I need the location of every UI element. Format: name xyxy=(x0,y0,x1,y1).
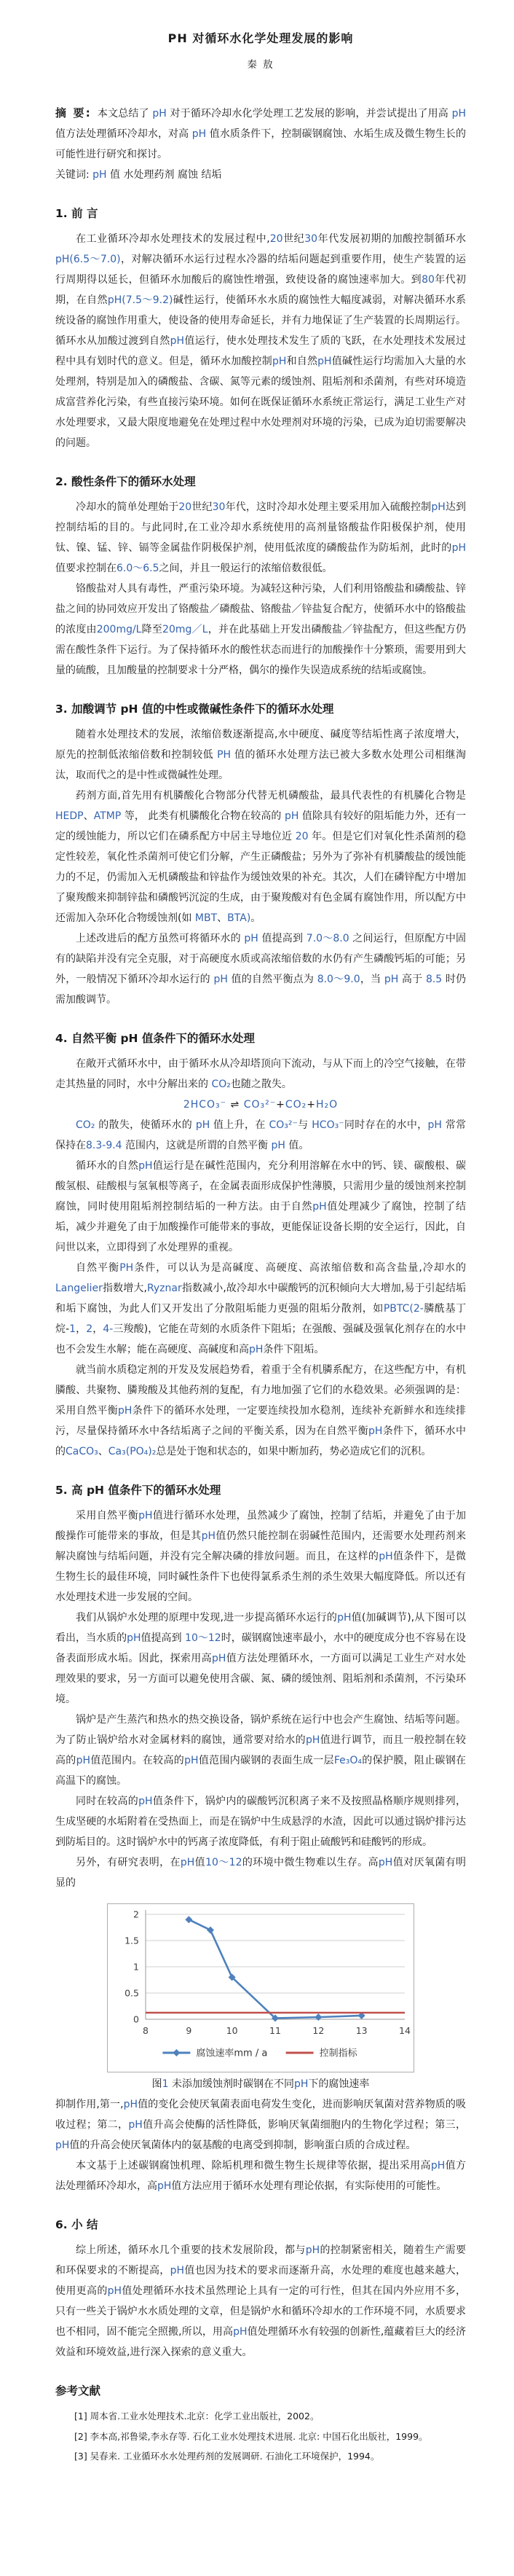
section-1-paragraph-1: 在工业循环冷却水处理技术的发展过程中,20世纪30年代发展初期的加酸控制循环水pH(6.5～7.0)，对解决循环水运行过程水冷器的结垢问题起到重要作用，使生产装置的运行周期得以延长，但循环水加酸后的腐蚀性增强，致使设备的腐蚀速率加大。到80年代初期，在自然pH(7.5～9.2)碱性运行，使循环水水质的腐蚀性大幅度减弱，对解决循环水系统设备的腐蚀作用重大，使设备的使用寿命延长，并有力地保证了生产装置的长周期运行。循环水从加酸过渡到自然pH值运行，使水处理技术发生了质的飞跃，在水处理技术发展过程中具有划时代的意义。但是，循环水加酸控制pH和自然pH值碱性运行均需加入大量的水处理剂，特别是加入的磷酸盐、含碳、氮等元素的缓蚀剂、阻垢剂和杀菌剂，有些对环境造成富营养化污染，有些直接污染环境。如何在既保证循环水系统正常运行，满足工业生产对水处理要求，又最大限度地避免在处理过程中水处理剂对环境的污染，已成为迫切需要解决的问题。 xyxy=(55,233,467,449)
section-5-paragraph-1: 采用自然平衡pH值进行循环水处理，虽然减少了腐蚀，控制了结垢，并避免了由于加酸操作可能带来的事故，但是其pH值仍然只能控制在弱碱性范围内，还需要水处理药剂来解决腐蚀与结垢问题，并没有完全解决磷的排放问题。而且，在这样的pH值条件下，是微生物生长的最佳环境，同时碱性条件下也使得氯系杀生剂的杀生效果大幅度降低。所以还有水处理技术进一步发展的空间。 xyxy=(55,1510,467,1603)
svg-text:12: 12 xyxy=(312,2025,325,2036)
references-heading: 参考文献 xyxy=(55,2384,101,2397)
abstract-label: 摘 要: xyxy=(55,106,92,120)
section-5-paragraph-2: 我们从锅炉水处理的原理中发现,进一步提高循环水运行的pH值(加碱调节),从下图可以看出，当水质的pH值提高到 10～12时，碳钢腐蚀速率最小，水中的硬度成分也不容易在设备表面形成水垢。因此，探索用高pH值方法处理循环水，一方面可以满足工业生产对水处理效果的要求，另一方面可以避免使用含碳、氮、磷的缓蚀剂、阻垢剂和杀菌剂，不污染环境。 xyxy=(55,1612,467,1705)
keywords xyxy=(55,165,466,185)
section-5-paragraph-6: 抑制作用,第一,pH值的变化会使厌氧菌表面电荷发生变化，进而影响厌氧菌对营养物质的吸收过程；第二，pH值升高会使酶的活性降低，影响厌氧菌细胞内的生物化学过程；第三，pH值的升高会使厌氧菌体内的氨基酸的电离受到抑制，影响蛋白质的合成过程。 xyxy=(55,2099,467,2151)
svg-text:14: 14 xyxy=(399,2025,411,2036)
section-4-paragraph-3: 循环水的自然pH值运行是在碱性范围内，充分利用溶解在水中的钙、镁、碳酸根、碳酸氢根、硅酸根与氢氧根等离子，在金属表面形成保护性薄膜，只需用少量的缓蚀剂来控制腐蚀，同时使用阻垢剂控制结垢的一种方法。由于自然pH值处理减少了腐蚀，控制了结垢，减少并避免了由于加酸操作可能带来的事故，更能保证设备长期的安全运行，因此，自问世以来，立即得到了水处理界的重视。 xyxy=(55,1160,467,1253)
svg-text:10: 10 xyxy=(226,2025,238,2036)
page-title: PH 对循环水化学处理发展的影响 xyxy=(167,31,354,45)
section-1-heading: 1. 前 言 xyxy=(55,207,98,220)
figure-1-caption: 图1 未添加缓蚀剂时碳钢在不同pH下的腐蚀速率 xyxy=(151,2078,370,2090)
section-4-paragraph-5: 就当前水质稳定剂的开发及发展趋势看，着重于全有机膦系配方，在这些配方中，有机膦酸、共聚物、膦羧酸及其他药剂的复配，有力地加强了它们的水稳效果。必须强调的是：采用自然平衡pH条件下的循环水处理，一定要连续投加水稳剂，连续补充新鲜水和连续排污，尽量保持循环水中各结垢离子之间的平衡关系，因为在自然平衡pH条件下，循环水中的CaCO₃、Ca₃(PO₄)₂总是处于饱和状态的，如果中断加药，势必造成它们的沉积。 xyxy=(55,1364,467,1457)
section-2-heading: 2. 酸性条件下的循环水处理 xyxy=(55,475,196,488)
svg-text:控制指标: 控制指标 xyxy=(319,2048,357,2059)
section-5-paragraph-5: 另外，有研究表明，在pH值10～12的环境中微生物难以生存。高pH值对厌氧菌有明显的 xyxy=(55,1857,467,1889)
abstract xyxy=(55,103,466,165)
references xyxy=(55,2382,466,2467)
keywords-text: pH 值 水处理药剂 腐蚀 结垢 xyxy=(92,169,222,181)
reference-item-2: [2] 李本高,祁鲁梁,李永存等. 石化工业水处理技术进展. 北京: 中国石化出版社，1999。 xyxy=(74,2430,428,2442)
author-name: 秦 敖 xyxy=(247,59,274,71)
section-5-heading: 5. 高 pH 值条件下的循环水处理 xyxy=(55,1484,221,1497)
figure-1 xyxy=(107,1903,414,2072)
chemical-equation: 2HCO₃⁻ ⇌ CO₃²⁻+CO₂+H₂O xyxy=(183,1099,339,1111)
section-3-heading: 3. 加酸调节 pH 值的中性或微碱性条件下的循环水处理 xyxy=(55,702,334,716)
section-4-paragraph-1: 在敞开式循环水中，由于循环水从冷却塔顶向下流动，与从下而上的冷空气接触，在带走其热量的同时，水中分解出来的 CO₂也随之散失。 xyxy=(55,1058,466,1090)
section-4-paragraph-2: CO₂ 的散失，使循环水的 pH 值上升，在 CO₃²⁻与 HCO₃⁻同时存在的水中，pH 常常保持在8.3-9.4 范围内，这就是所谓的自然平衡 pH 值。 xyxy=(55,1119,467,1151)
section-3-paragraph-3: 上述改进后的配方虽然可将循环水的 pH 值提高到 7.0～8.0 之间运行，但原配方中固有的缺陷并没有完全克服，对于高硬度水质或高浓缩倍数的水仍有产生磷酸钙垢的可能；另外，一般情况下循环冷却水运行的 pH 值的自然平衡点为 8.0～9.0，当 pH 高于 8.5 时仍需加酸调节。 xyxy=(55,933,467,1006)
section-5-paragraph-7: 本文基于上述碳钢腐蚀机理、除垢机理和微生物生长规律等依据，提出采用高pH值方法处理循环冷却水，高pH值方法应用于循环水处理有理论依据，有实际使用的可能性。 xyxy=(55,2160,467,2192)
section-3-paragraph-1: 随着水处理技术的发展，浓缩倍数逐渐提高,水中硬度、碱度等结垢性离子浓度增大，原先的控制低浓缩倍数和控制较低 PH 值的循环水处理方法已被大多数水处理公司相继淘汰，取而代之的是中性或微碱性处理。 xyxy=(55,729,466,781)
svg-text:11: 11 xyxy=(269,2025,281,2036)
svg-text:13: 13 xyxy=(355,2025,368,2036)
reference-item-1: [1] 周本省.工业水处理技术.北京：化学工业出版社，2002。 xyxy=(74,2411,320,2422)
svg-text:1: 1 xyxy=(133,1961,139,1973)
svg-text:0.5: 0.5 xyxy=(124,1987,139,1999)
section-5-paragraph-4: 同时在较高的pH值条件下，锅炉内的碳酸钙沉积离子来不及按照晶格顺序规则排列，生成坚硬的水垢附着在受热面上，而是在锅炉中生成悬浮的水渣，因此可以通过锅炉排污达到防垢目的。这时锅炉水中的钙离子浓度降低，有利于阻止硫酸钙和硅酸钙的形成。 xyxy=(55,1796,467,1848)
svg-text:2: 2 xyxy=(133,1908,139,1920)
svg-text:9: 9 xyxy=(186,2025,192,2036)
section-3-paragraph-2: 药剂方面,首先用有机膦酸化合物部分代替无机磷酸盐，最具代表性的有机膦化合物是HEDP、ATMP 等， 此类有机膦酸化合物在较高的 pH 值除具有较好的阻垢能力外，还有一定的缓蚀能力，所以它们在磷系配方中居主导地位近 20 年。但是它们对氧化性杀菌剂的稳定性较差，氧化性杀菌剂可使它们分解，产生正磷酸盐；另外为了弥补有机膦酸盐的缓蚀能力的不足，仍需加入无机磷酸盐和锌盐作为缓蚀效果的补充。其次，人们在磷锌配方中增加了聚羧酸来抑制锌盐和磷酸钙沉淀的生成，由于聚羧酸对有色金属有腐蚀作用，所以配方中还需加入杂环化合物缓蚀剂(如 MBT、BTA)。 xyxy=(55,790,467,924)
section-2-paragraph-2: 铬酸盐对人具有毒性，严重污染环境。为减轻这种污染，人们利用铬酸盐和磷酸盐、锌盐之间的协同效应开发出了铬酸盐／磷酸盐、铬酸盐／锌盐复合配方，使循环水中的铬酸盐的浓度由200mg/L降至20mg／L，并在此基础上开发出磷酸盐／锌盐配方，但这些配方仍需在酸性条件下运行。为了保持循环水的酸性状态而进行的加酸操作十分繁琐，需要用到大量的硫酸，且加酸量的控制要求十分严格，偶尔的操作失误造成系统的结垢或腐蚀。 xyxy=(55,583,467,676)
section-6-paragraph-1: 综上所述，循环水几个重要的技术发展阶段，都与pH的控制紧密相关，随着生产需要和环保要求的不断提高，pH值也因为技术的要求而逐渐升高，水处理的难度也越来越大，使用更高的pH值处理循环水技术虽然理论上具有一定的可行性，但其在国内外应用不多，只有一些关于锅炉水水质处理的文章，但是锅炉水和循环冷却水的工作环境不同，水质要求也不相同，固不能完全照搬,所以，用高pH值处理循环水有较强的创新性,蕴藏着巨大的经济效益和环境效益,进行深入探索的意义重大。 xyxy=(55,2244,467,2358)
section-4-heading: 4. 自然平衡 pH 值条件下的循环水处理 xyxy=(55,1032,255,1045)
section-5-paragraph-3: 锅炉是产生蒸汽和热水的热交换设备，锅炉系统在运行中也会产生腐蚀、结垢等问题。为了防止锅炉给水对金属材料的腐蚀，通常要对给水的pH值进行调节，而且一般控制在较高的pH值范围内。在较高的pH值范围内碳钢的表面生成一层Fe₃O₄的保护膜，阻止碳钢在高温下的腐蚀。 xyxy=(55,1714,467,1787)
section-4-paragraph-4: 自然平衡PH条件，可以认为是高碱度、高硬度、高浓缩倍数和高含盐量,冷却水的Langelier指数增大,Ryznar指数减小,故冷却水中碳酸钙的沉积倾向大大增加,易于引起结垢和垢下腐蚀，为此人们又开发出了分散阻垢能力更强的阻垢分散剂，如PBTC(2-膦酰基丁烷-1，2，4-三羧酸)，它能在苛刻的水质条件下阻垢；在强酸、强碱及强氧化剂存在的水中也不会发生水解；能在高硬度、高碱度和高pH条件下阻垢。 xyxy=(55,1262,467,1355)
section-6-heading: 6. 小 结 xyxy=(55,2218,98,2231)
section-2-paragraph-1: 冷却水的简单处理始于20世纪30年代，这时冷却水处理主要采用加入硫酸控制pH达到控制结垢的目的。与此同时,在工业冷却水系统使用的高剂量铬酸盐作阳极保护剂，使用钛、镍、锰、锌、镉等金属盐作阴极保护剂，使用低浓度的磷酸盐作为防垢剂，此时的pH值要求控制在6.0～6.5之间，并且一般运行的浓缩倍数很低。 xyxy=(55,501,467,574)
svg-text:腐蚀速率mm / a: 腐蚀速率mm / a xyxy=(196,2048,268,2059)
svg-text:1.5: 1.5 xyxy=(124,1935,139,1946)
reference-item-3: [3] 吴春来. 工业循环水水处理药剂的发展调研. 石油化工环境保护，1994。 xyxy=(74,2451,380,2462)
abstract-text: 本文总结了 pH 对于循环冷却水化学处理工艺发展的影响，并尝试提出了用高 pH 值方法处理循环冷却水，对高 pH 值水质条件下，控制碳钢腐蚀、水垢生成及微生物生长的可能性进行研究和探讨。 xyxy=(55,108,467,160)
svg-text:8: 8 xyxy=(143,2025,149,2036)
figure-chart-svg xyxy=(107,1903,414,2072)
keywords-label: 关键词: xyxy=(55,169,93,181)
svg-text:0: 0 xyxy=(133,2013,139,2025)
